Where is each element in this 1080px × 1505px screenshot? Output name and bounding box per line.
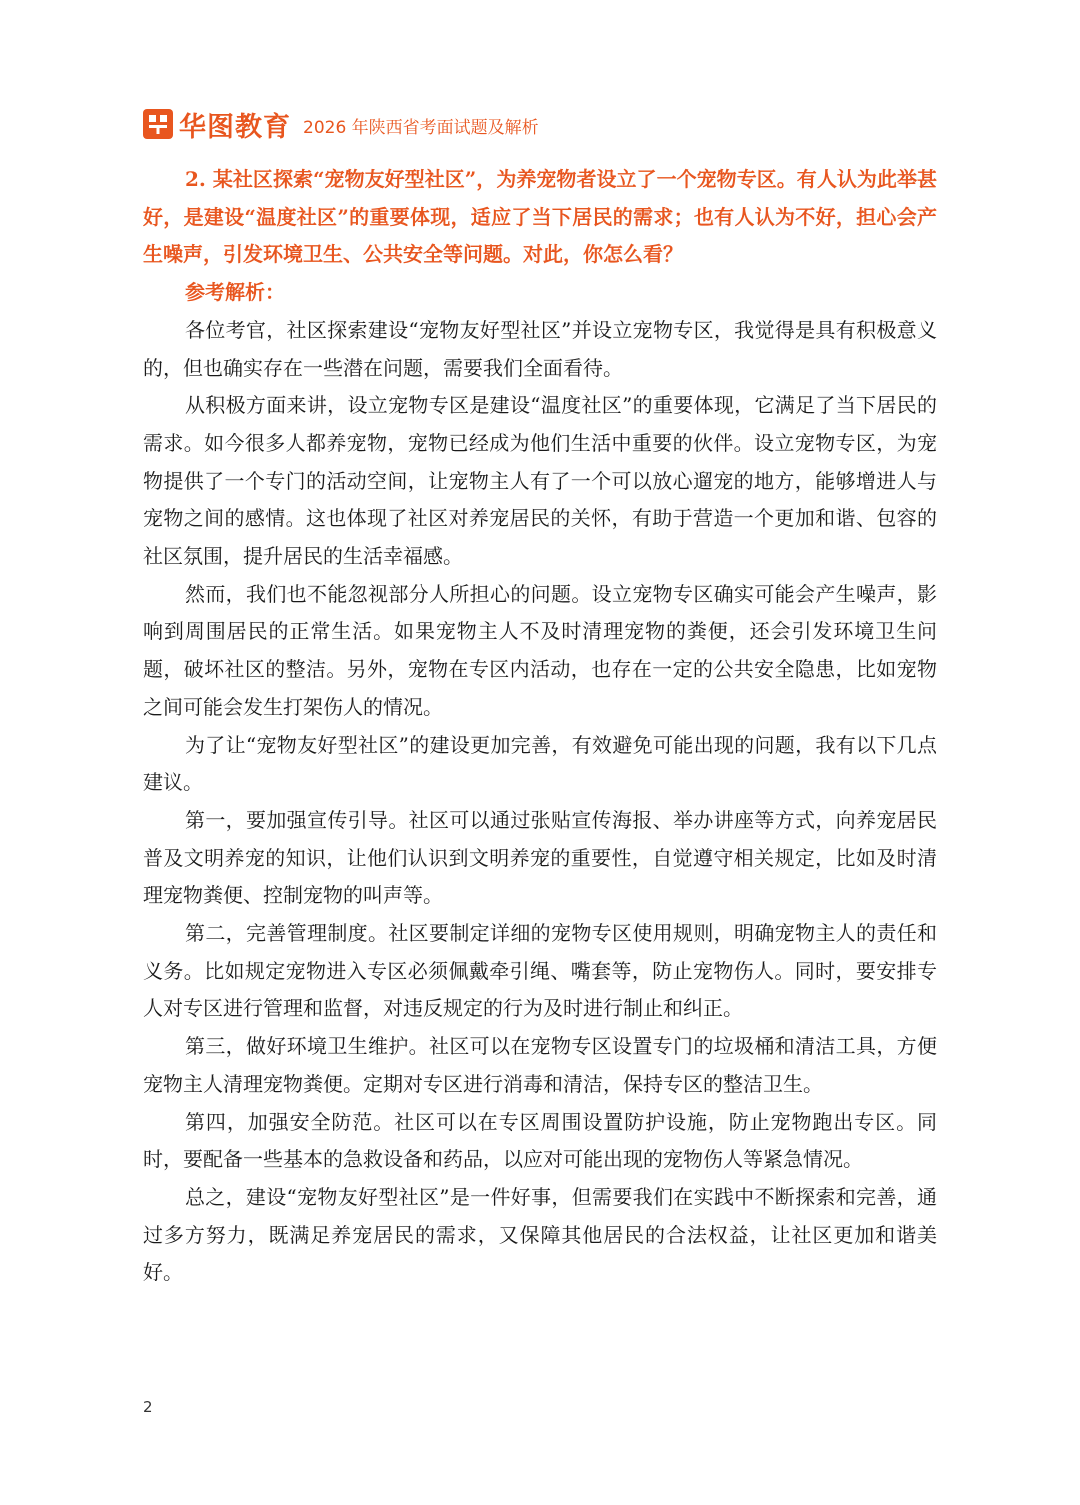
- answer-paragraph: 第三，做好环境卫生维护。社区可以在宠物专区设置专门的垃圾桶和清洁工具，方便宠物主人清理宠物粪便。定期对专区进行消毒和清洁，保持专区的整洁卫生。: [143, 1034, 937, 1096]
- page-header: [143, 104, 539, 144]
- answer-paragraph: 总之，建设“宠物友好型社区”是一件好事，但需要我们在实践中不断探索和完善，通过多方努力，既满足养宠居民的需求，又保障其他居民的合法权益，让社区更加和谐美好。: [143, 1184, 937, 1285]
- logo-text: 华图教育: [179, 111, 291, 143]
- document-body: [143, 161, 937, 1292]
- answer-paragraph: 从积极方面来讲，设立宠物专区是建设“温度社区”的重要体现，它满足了当下居民的需求。如今很多人都养宠物，宠物已经成为他们生活中重要的伙伴。设立宠物专区，为宠物提供了一个专门的活动空间，让宠物主人有了一个可以放心遛宠的地方，能够增进人与宠物之间的感情。这也体现了社区对养宠居民的关怀，有助于营造一个更加和谐、包容的社区氛围，提升居民的生活幸福感。: [143, 393, 937, 569]
- page-number: 2: [143, 1398, 153, 1416]
- huatu-logo-icon: [143, 109, 173, 139]
- answer-paragraph: 第四，加强安全防范。社区可以在专区周围设置防护设施，防止宠物跑出专区。同时，要配备一些基本的急救设备和药品，以应对可能出现的宠物伤人等紧急情况。: [143, 1109, 937, 1172]
- answer-paragraph: 为了让“宠物友好型社区”的建设更加完善，有效避免可能出现的问题，我有以下几点建议。: [143, 732, 937, 795]
- answer-paragraph: 然而，我们也不能忽视部分人所担心的问题。设立宠物专区确实可能会产生噪声，影响到周围居民的正常生活。如果宠物主人不及时清理宠物的粪便，还会引发环境卫生问题，破坏社区的整洁。另外，宠物在专区内活动，也存在一定的公共安全隐患，比如宠物之间可能会发生打架伤人的情况。: [143, 581, 937, 719]
- answer-paragraph: 第二，完善管理制度。社区要制定详细的宠物专区使用规则，明确宠物主人的责任和义务。比如规定宠物进入专区必须佩戴牵引绳、嘴套等，防止宠物伤人。同时，要安排专人对专区进行管理和监督，对违反规定的行为及时进行制止和纠正。: [143, 921, 937, 1021]
- answer-paragraph: 第一，要加强宣传引导。社区可以通过张贴宣传海报、举办讲座等方式，向养宠居民普及文明养宠的知识，让他们认识到文明养宠的重要性，自觉遵守相关规定，比如及时清理宠物粪便、控制宠物的叫声等。: [143, 807, 937, 908]
- answer-paragraph: 各位考官，社区探索建设“宠物友好型社区”并设立宠物专区，我觉得是具有积极意义的，但也确实存在一些潜在问题，需要我们全面看待。: [143, 317, 937, 380]
- header-subtitle: 2026 年陕西省考面试题及解析: [303, 118, 539, 138]
- reference-label: 参考解析：: [185, 280, 285, 305]
- question-text: 2. 某社区探索“宠物友好型社区”，为养宠物者设立了一个宠物专区。有人认为此举甚好，是建设“温度社区”的重要体现，适应了当下居民的需求；也有人认为不好，担心会产生噪声，引发环境卫生、公共安全等问题。对此，你怎么看？: [143, 167, 937, 267]
